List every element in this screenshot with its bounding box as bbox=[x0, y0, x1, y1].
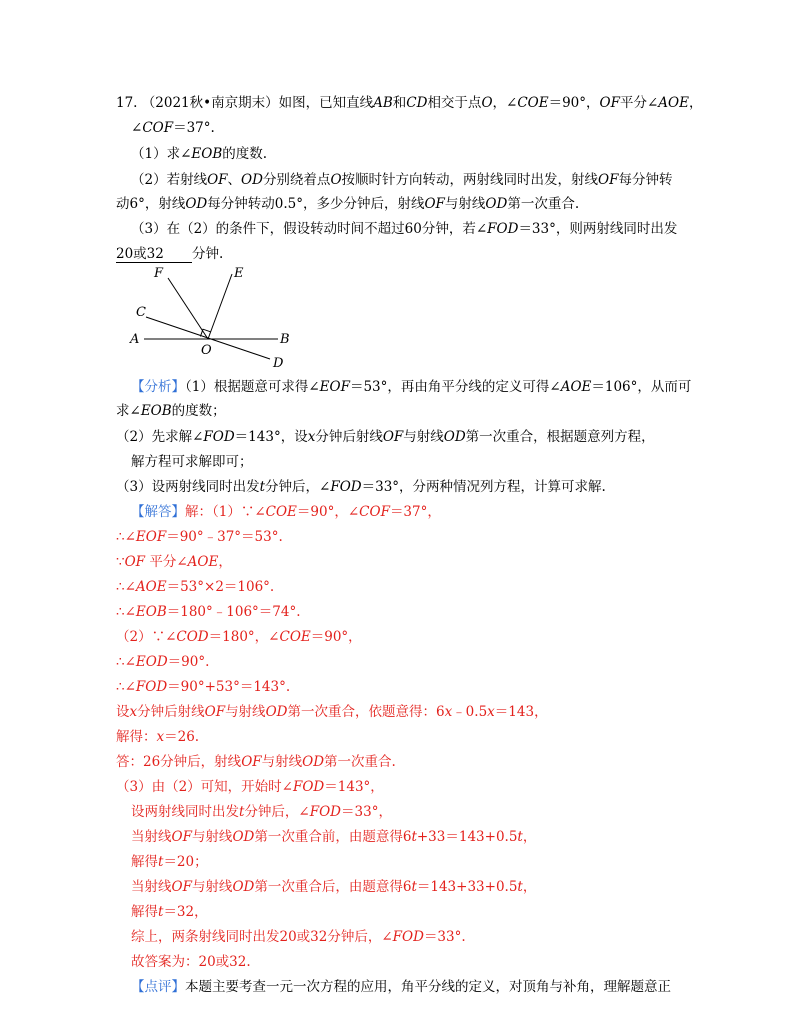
label-D: D bbox=[273, 356, 284, 371]
solution-text: 综上，两条射线同时出发20或32分钟后，∠ bbox=[131, 929, 393, 945]
problem-stem-text: ∠ bbox=[131, 120, 143, 136]
solution-text: 当射线 bbox=[131, 879, 172, 895]
question-3-line-2 bbox=[116, 245, 223, 263]
solution-var: t bbox=[517, 879, 523, 895]
comment-line bbox=[131, 978, 671, 996]
solution-text: ＝33°. bbox=[423, 929, 466, 945]
analysis-var: FOD bbox=[330, 479, 362, 495]
solution-text: 故答案为：20或32. bbox=[131, 954, 251, 970]
question-var: OF bbox=[424, 196, 445, 212]
question-var: OF bbox=[207, 172, 228, 188]
solution-line-2 bbox=[116, 528, 283, 546]
analysis-text: （3）设两射线同时出发 bbox=[116, 479, 260, 495]
analysis-text: ＝33°，分两种情况列方程，计算可求解. bbox=[361, 479, 606, 495]
label-E: E bbox=[234, 266, 244, 281]
solution-text: 第一次重合前，由题意得6 bbox=[254, 829, 412, 845]
question-2-line-1 bbox=[131, 171, 672, 189]
solution-var: t bbox=[158, 854, 164, 870]
question-var: OF bbox=[598, 172, 619, 188]
problem-var: COE bbox=[517, 95, 549, 111]
problem-stem-text: 如图，已知直线 bbox=[278, 95, 374, 111]
problem-source: （2021秋•南京期末） bbox=[141, 95, 279, 111]
solution-text: ＝143°， bbox=[324, 779, 384, 795]
problem-stem-text: 相交于点 bbox=[427, 95, 482, 111]
solution-text: 平分∠ bbox=[149, 554, 188, 570]
question-var: OD bbox=[241, 172, 263, 188]
question-text: （1）求∠ bbox=[131, 146, 192, 162]
solution-text: 解：（1）∵∠ bbox=[185, 504, 266, 520]
solution-text: ＝180°﹣106°＝74°. bbox=[166, 604, 301, 620]
solution-text: 解得： bbox=[116, 729, 157, 745]
solution-var: OD bbox=[265, 704, 288, 720]
label-B: B bbox=[280, 332, 290, 347]
solution-text: ＝143， bbox=[494, 704, 548, 720]
solution-text: （3）由（2）可知，开始时∠ bbox=[116, 779, 293, 795]
analysis-var: t bbox=[259, 479, 266, 495]
analysis-line-5 bbox=[116, 478, 606, 496]
solution-text: ∴∠ bbox=[116, 679, 136, 695]
solution-text: ＝33°， bbox=[341, 804, 392, 820]
solution-text: 第一次重合，依题意得：6 bbox=[287, 704, 445, 720]
problem-var: COF bbox=[142, 120, 174, 136]
solution-text: ＝53°×2＝106°. bbox=[166, 579, 275, 595]
solution-var: COE bbox=[279, 629, 311, 645]
solution-text: （2）∵∠ bbox=[116, 629, 177, 645]
problem-stem-text: ＝37°. bbox=[173, 120, 215, 136]
solution-text: 解得 bbox=[131, 904, 158, 920]
solution-line-5 bbox=[116, 603, 301, 621]
analysis-text: 解方程可求解即可； bbox=[131, 454, 253, 470]
solution-var: OF bbox=[171, 879, 192, 895]
fill-in-answer: 20或32 bbox=[116, 246, 164, 262]
solution-line-6 bbox=[116, 628, 362, 646]
solution-var: x bbox=[444, 704, 453, 720]
solution-var: x bbox=[156, 729, 165, 745]
label-A: A bbox=[130, 332, 140, 347]
problem-line-2 bbox=[131, 119, 215, 137]
solution-line-13 bbox=[131, 803, 392, 821]
question-2-line-2 bbox=[116, 195, 579, 213]
solution-var: EOF bbox=[135, 529, 167, 545]
solution-var: EOB bbox=[135, 604, 167, 620]
problem-stem-text: ＝90°， bbox=[548, 95, 600, 111]
solution-line-7 bbox=[116, 653, 209, 671]
solution-var: t bbox=[517, 829, 523, 845]
analysis-text: ＝53°，再由角平分线的定义可得∠ bbox=[349, 379, 561, 395]
solution-text: ∴∠ bbox=[116, 604, 136, 620]
solution-var: t bbox=[411, 879, 417, 895]
solution-var: AOE bbox=[135, 579, 167, 595]
solution-line-16 bbox=[131, 878, 536, 896]
solution-text: 当射线 bbox=[131, 829, 172, 845]
solution-var: OF bbox=[124, 554, 146, 570]
solution-line-1 bbox=[131, 503, 441, 521]
analysis-line-4 bbox=[131, 453, 253, 471]
question-text: （3）在（2）的条件下，假设转动时间不超过60分钟，若∠ bbox=[131, 221, 488, 237]
question-1 bbox=[131, 145, 267, 163]
solution-line-14 bbox=[131, 828, 536, 846]
analysis-var: x bbox=[307, 429, 316, 445]
analysis-var: EOB bbox=[140, 403, 172, 419]
ray-OE bbox=[208, 274, 232, 339]
solution-var: FOD bbox=[392, 929, 424, 945]
question-text: 的度数. bbox=[222, 146, 268, 162]
solution-text: 与射线 bbox=[225, 704, 266, 720]
analysis-text: 求∠ bbox=[116, 403, 141, 419]
analysis-tag: 【分析】 bbox=[131, 379, 185, 395]
solution-line-18 bbox=[131, 928, 466, 946]
solution-text: ＝90°， bbox=[310, 629, 362, 645]
analysis-line-1 bbox=[131, 378, 691, 396]
analysis-text: 分钟后射线 bbox=[315, 429, 383, 445]
question-text: 分钟. bbox=[192, 246, 224, 262]
solution-var: AOE bbox=[187, 554, 219, 570]
solution-var: COE bbox=[265, 504, 297, 520]
question-var: O bbox=[330, 172, 342, 188]
solution-var: FOD bbox=[309, 804, 342, 820]
question-3-line-1 bbox=[131, 220, 677, 238]
solution-line-10 bbox=[116, 728, 199, 746]
solution-var: t bbox=[239, 804, 245, 820]
solution-text: ， bbox=[522, 879, 537, 895]
analysis-var: EOF bbox=[319, 379, 350, 395]
comment-tag: 【点评】 bbox=[131, 979, 185, 995]
solution-var: OD bbox=[232, 879, 255, 895]
solution-tag: 【解答】 bbox=[131, 504, 185, 520]
solution-text: ∴∠ bbox=[116, 529, 136, 545]
solution-var: COF bbox=[359, 504, 390, 520]
solution-var: EOD bbox=[135, 654, 168, 670]
analysis-text: 与射线 bbox=[403, 429, 444, 445]
solution-text: ∴∠ bbox=[116, 579, 136, 595]
analysis-var: FOD bbox=[203, 429, 235, 445]
solution-text: 第一次重合. bbox=[324, 754, 396, 770]
solution-text: 第一次重合后，由题意得6 bbox=[254, 879, 412, 895]
solution-text: 解得 bbox=[131, 854, 158, 870]
question-text: （2）若射线 bbox=[131, 172, 208, 188]
solution-text: ＝37°， bbox=[389, 504, 441, 520]
analysis-text: ＝106°，从而可 bbox=[591, 379, 692, 395]
label-C: C bbox=[136, 305, 146, 320]
question-text: ＝33°，则两射线同时出发 bbox=[518, 221, 678, 237]
analysis-text: 第一次重合，根据题意列方程， bbox=[465, 429, 655, 445]
solution-var: x bbox=[129, 704, 138, 720]
solution-text: ＝180°，∠ bbox=[208, 629, 280, 645]
solution-text: 与射线 bbox=[261, 754, 303, 770]
question-var: OD bbox=[185, 196, 208, 212]
solution-var: OD bbox=[232, 829, 255, 845]
solution-line-4 bbox=[116, 578, 274, 596]
question-var: OD bbox=[485, 196, 508, 212]
solution-line-11 bbox=[116, 753, 396, 771]
problem-line-1 bbox=[116, 94, 702, 112]
solution-var: OF bbox=[204, 704, 226, 720]
solution-var: t bbox=[411, 829, 417, 845]
analysis-var: OF bbox=[382, 429, 404, 445]
solution-var: FOD bbox=[293, 779, 325, 795]
question-text: 、 bbox=[227, 172, 242, 188]
solution-line-15 bbox=[131, 853, 208, 871]
analysis-text: （1）根据题意可求得∠ bbox=[185, 379, 320, 395]
geometry-figure bbox=[128, 262, 328, 374]
question-text: 按顺时针方向转动，两射线同时出发，射线 bbox=[341, 172, 599, 188]
analysis-text: 的度数； bbox=[171, 403, 226, 419]
solution-text: 与射线 bbox=[191, 879, 233, 895]
problem-var: AB bbox=[373, 95, 393, 111]
solution-text: ＝90°+53°＝143°. bbox=[167, 679, 291, 695]
solution-text: ＝90°﹣37°＝53°. bbox=[166, 529, 283, 545]
solution-text: ∴∠ bbox=[116, 654, 136, 670]
solution-var: FOD bbox=[135, 679, 168, 695]
analysis-var: AOE bbox=[560, 379, 592, 395]
problem-var: AOE bbox=[658, 95, 689, 111]
label-F: F bbox=[154, 266, 164, 281]
solution-line-19 bbox=[131, 953, 251, 971]
solution-line-9 bbox=[116, 703, 548, 721]
question-var: FOD bbox=[487, 221, 519, 237]
solution-line-12 bbox=[116, 778, 384, 796]
solution-text: ＝90°，∠ bbox=[296, 504, 360, 520]
ray-OF bbox=[168, 278, 208, 339]
question-text: 与射线 bbox=[444, 196, 486, 212]
problem-stem-text: ， bbox=[688, 95, 703, 111]
solution-text: ＝20； bbox=[163, 854, 208, 870]
analysis-line-3 bbox=[116, 428, 655, 446]
question-var: EOB bbox=[191, 146, 223, 162]
solution-var: OF bbox=[171, 829, 192, 845]
analysis-text: （2）先求解∠ bbox=[116, 429, 204, 445]
question-text: 每分钟转动0.5°，多少分钟后，射线 bbox=[207, 196, 425, 212]
solution-text: ＝143+33+0.5 bbox=[416, 879, 518, 895]
solution-line-3 bbox=[116, 553, 232, 571]
solution-text: 分钟后射线 bbox=[137, 704, 205, 720]
solution-text: 与射线 bbox=[191, 829, 233, 845]
analysis-line-2 bbox=[116, 402, 226, 420]
problem-stem-text: ，∠ bbox=[492, 95, 518, 111]
analysis-var: OD bbox=[443, 429, 466, 445]
problem-var: OF bbox=[599, 95, 620, 111]
problem-number: 17. bbox=[116, 95, 138, 111]
solution-line-17 bbox=[131, 903, 208, 921]
label-O: O bbox=[201, 343, 212, 358]
solution-var: OF bbox=[241, 754, 262, 770]
solution-text: ＝32， bbox=[163, 904, 208, 920]
problem-stem-text: 平分∠ bbox=[619, 95, 659, 111]
question-text: 每分钟转 bbox=[618, 172, 673, 188]
solution-var: t bbox=[158, 904, 164, 920]
question-text: 分别绕着点 bbox=[262, 172, 331, 188]
solution-text: 设两射线同时出发 bbox=[131, 804, 239, 820]
problem-var: CD bbox=[406, 95, 428, 111]
solution-line-8 bbox=[116, 678, 290, 696]
solution-var: COD bbox=[176, 629, 209, 645]
problem-stem-text: 和 bbox=[392, 95, 407, 111]
solution-text: ＝26. bbox=[164, 729, 200, 745]
analysis-text: 分钟后，∠ bbox=[265, 479, 331, 495]
solution-text: 设 bbox=[116, 704, 130, 720]
solution-text: ， bbox=[218, 554, 232, 570]
solution-text: ， bbox=[522, 829, 537, 845]
solution-text: 分钟后，∠ bbox=[244, 804, 310, 820]
question-text: 第一次重合. bbox=[507, 196, 580, 212]
analysis-text: ＝143°，设 bbox=[234, 429, 308, 445]
solution-text: 答：26分钟后，射线 bbox=[116, 754, 242, 770]
solution-text: ∵ bbox=[116, 554, 125, 570]
problem-var: O bbox=[481, 95, 493, 111]
question-text: 动6°，射线 bbox=[116, 196, 186, 212]
comment-text: 本题主要考查一元一次方程的应用，角平分线的定义，对顶角与补角，理解题意正 bbox=[185, 979, 671, 995]
solution-var: x bbox=[487, 704, 495, 720]
solution-text: +33＝143+0.5 bbox=[416, 829, 518, 845]
solution-text: ﹣0.5 bbox=[452, 704, 488, 720]
solution-text: ＝90°. bbox=[167, 654, 210, 670]
solution-var: OD bbox=[302, 754, 325, 770]
